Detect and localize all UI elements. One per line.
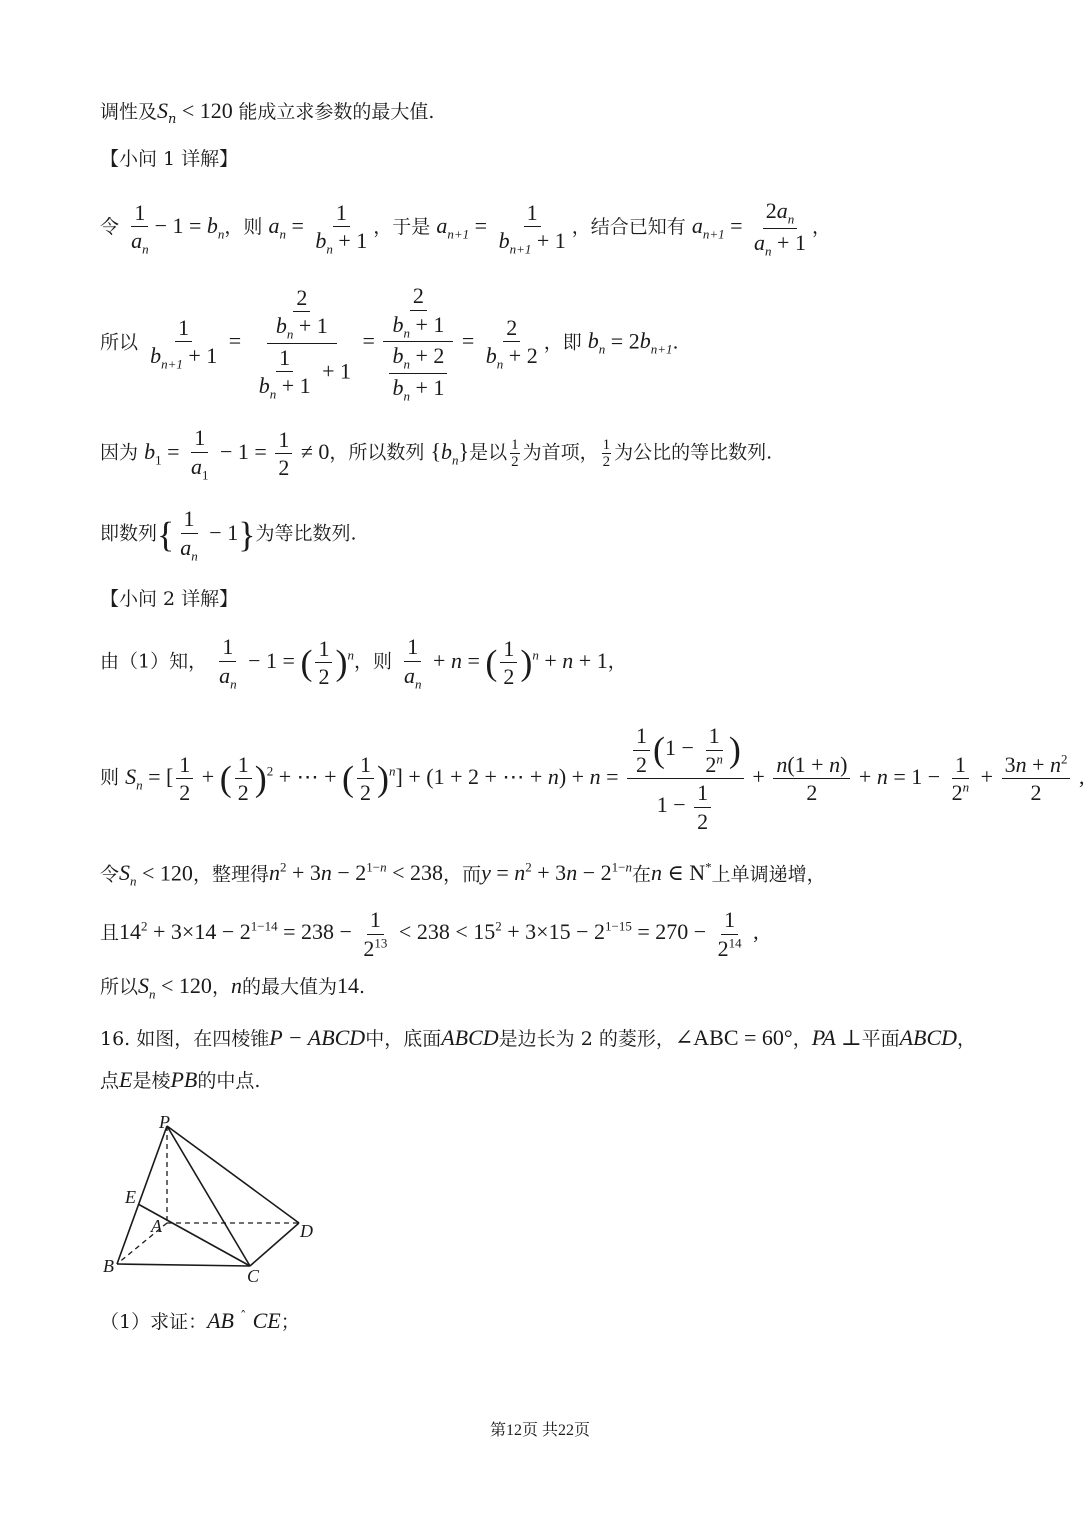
problem-16-line-1: 16. 如图，在四棱锥P − ABCD中，底面ABCD是边长为 2 的菱形，∠ABC = 60°，PA ⊥平面ABCD， [100,1025,977,1050]
section-heading-2: 【小问 2 详解】 [100,588,239,610]
label-P: P [159,1112,170,1132]
label-C: C [247,1266,260,1286]
derivation-line-5: 由（1）知， $\frac{1}{a_n}$ − 1 = ( $\frac{1}{2}$ )$^n$，则 $\frac{1}{a_n}$ + n = ( $\frac{1}{2}$ )$^n$ + n + 1， [100,634,627,691]
label-E: E [125,1187,136,1207]
edge-PC [167,1126,250,1266]
edge-PD [167,1126,299,1223]
intro-line: 调性及$S_n < 120$ 能成立求参数的最大值. [100,98,435,127]
derivation-line-6: 则 $S_n$ = [ $\frac{1}{2}$ + ( $\frac{1}{2}$ )$^2$ + ⋯ + ( $\frac{1}{2}$ )$^n$] + (1 + 2 + ⋯ + n) + n = $\frac{1}{2}$ (1 − $\frac{1}{2^n}$ ) 1 − $\frac{1}{2}$ + $\frac{n(1 + n)}{2}$ + n = 1 − $\frac{1}{2^n}$ + $\frac{3n + n^2}{2}$ , [100,723,1084,834]
section-heading-1: 【小问 1 详解】 [100,148,239,170]
problem-16-line-2: 点E是棱PB的中点. [100,1067,261,1092]
derivation-line-3: 因为 $b_1$ = $\frac{1}{a_1}$ − 1 = $\frac{1}{2}$ ≠ 0，所以数列 $\{b_n\}$是以 $\frac{1}{2}$ 为首项， $\frac{1}{2}$ 为公比的等比数列. [100,425,773,482]
derivation-line-4: 即数列{ $\frac{1}{a_n}$ − 1}为等比数列. [100,506,357,563]
question-1: （1）求证：AB $^ˆ$ CE； [100,1308,300,1333]
label-D: D [300,1221,313,1241]
derivation-line-2: 所以 $\frac{1}{b_{n+1} + 1}$ = $\frac{2}{b_n + 1}$ $\frac{1}{b_n + 1}$ + 1 = $\frac{\frac{2}{b_n + 1}}{\frac{b_n + 2}{b_n + 1}}$ = $\frac{2}{b_n + 2}$ ，即 $b_n = 2b_{n+1}$. [100,283,679,404]
derivation-line-9: 所以$S_n < 120$，n的最大值为14. [100,973,366,1002]
pyramid-figure [95,1108,335,1288]
derivation-line-8: 且$14^2 + 3\times 14 - 2^{1-14} = 238$ − $\frac{1}{2^{13}}$ < $238 < 15^2 + 3\times 15 - 2^{1-15} = 270$ − $\frac{1}{2^{14}}$ , [100,907,759,961]
page-footer: 第12页 共22页 [489,1422,590,1439]
edge-BC [117,1264,250,1266]
edge-CD [250,1223,299,1266]
derivation-line-1: 令 $\frac{1}{a_n}$ − $1 = b_n$，则 $a_n$ = $\frac{1}{b_n + 1}$ ，于是 $a_{n+1}$ = $\frac{1}{b_{n+1} + 1}$ ，结合已知有 $a_{n+1}$ = $\frac{2a_n}{a_n + 1}$ ， [100,198,831,259]
label-A: A [151,1216,162,1236]
derivation-line-7: 令$S_n < 120$，整理得$n^2 + 3n - 2^{1-n} < 238$，而$y = n^2 + 3n - 2^{1-n}$在n ∈ N*上单调递增， [100,860,826,889]
label-B: B [103,1256,114,1276]
